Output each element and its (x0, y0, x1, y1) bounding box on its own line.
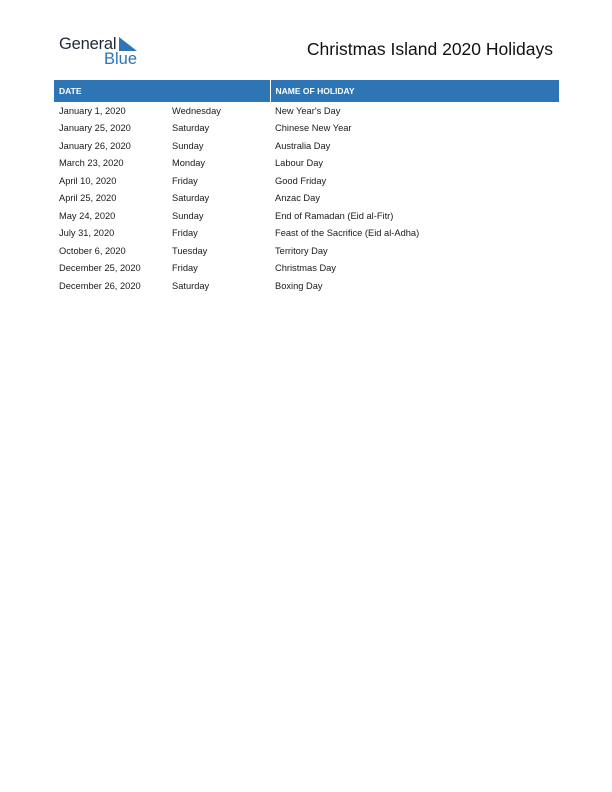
cell-holiday-name: Chinese New Year (275, 123, 352, 134)
table-row (54, 207, 559, 225)
logo-word-blue: Blue (104, 50, 138, 68)
cell-date: May 24, 2020 (59, 210, 116, 221)
cell-weekday: Friday (172, 263, 198, 274)
cell-weekday: Saturday (172, 280, 210, 291)
cell-weekday: Saturday (172, 123, 210, 134)
logo-word-general: General (59, 35, 117, 53)
cell-weekday: Saturday (172, 193, 210, 204)
cell-date: January 25, 2020 (59, 123, 131, 134)
cell-date: March 23, 2020 (59, 158, 124, 169)
table-row (54, 137, 559, 155)
header-row (54, 80, 559, 102)
cell-holiday-name: Feast of the Sacrifice (Eid al-Adha) (275, 228, 420, 239)
cell-date: October 6, 2020 (59, 245, 126, 256)
cell-date: January 26, 2020 (59, 140, 131, 151)
table-row (54, 102, 559, 120)
cell-holiday-name: Territory Day (275, 245, 328, 256)
table-header (54, 80, 559, 102)
header-date: DATE (54, 80, 270, 102)
cell-date: July 31, 2020 (59, 228, 115, 239)
cell-weekday: Friday (172, 175, 198, 186)
table-row (54, 260, 559, 278)
table-row (54, 190, 559, 208)
cell-date: January 1, 2020 (59, 105, 126, 116)
table-row (54, 277, 559, 295)
table-row (54, 225, 559, 243)
cell-holiday-name: Boxing Day (275, 280, 323, 291)
table-row (54, 242, 559, 260)
generalblue-logo (59, 34, 149, 68)
cell-holiday-name: Christmas Day (275, 263, 336, 274)
cell-holiday-name: New Year's Day (275, 105, 341, 116)
header-holiday-name: NAME OF HOLIDAY (270, 80, 559, 102)
table-row (54, 172, 559, 190)
cell-date: December 26, 2020 (59, 280, 141, 291)
cell-holiday-name: Australia Day (275, 140, 331, 151)
cell-weekday: Wednesday (172, 105, 221, 116)
cell-holiday-name: End of Ramadan (Eid al-Fitr) (275, 210, 394, 221)
cell-weekday: Sunday (172, 210, 204, 221)
cell-holiday-name: Good Friday (275, 175, 327, 186)
cell-weekday: Monday (172, 158, 206, 169)
cell-weekday: Sunday (172, 140, 204, 151)
table-row (54, 155, 559, 173)
cell-date: April 25, 2020 (59, 193, 117, 204)
cell-weekday: Tuesday (172, 245, 208, 256)
table-body (54, 102, 559, 295)
cell-date: April 10, 2020 (59, 175, 117, 186)
cell-holiday-name: Labour Day (275, 158, 324, 169)
table-row (54, 120, 559, 138)
page-title: Christmas Island 2020 Holidays (306, 39, 553, 59)
cell-date: December 25, 2020 (59, 263, 141, 274)
cell-holiday-name: Anzac Day (275, 193, 320, 204)
holiday-table (54, 80, 559, 295)
cell-weekday: Friday (172, 228, 198, 239)
